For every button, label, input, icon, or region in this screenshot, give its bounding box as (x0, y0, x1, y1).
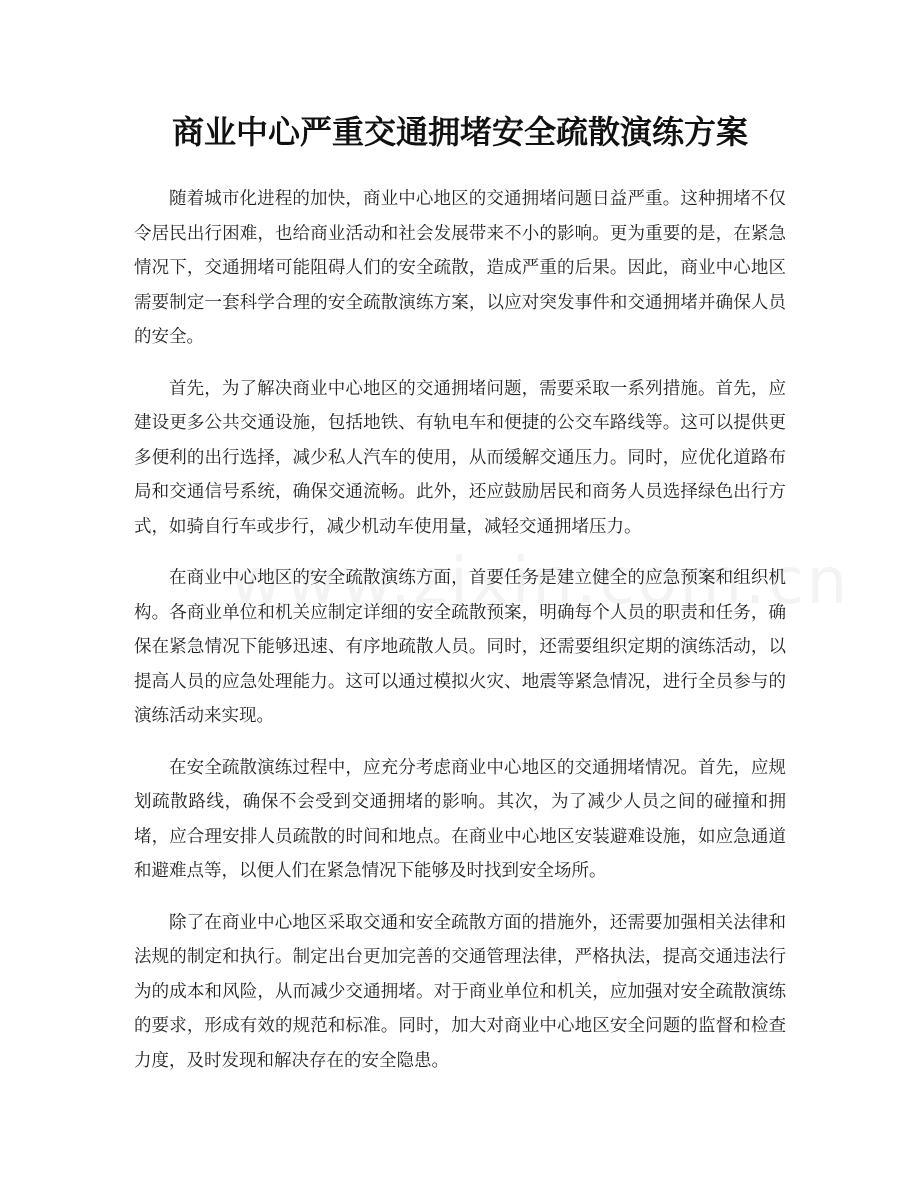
paragraph-5: 除了在商业中心地区采取交通和安全疏散方面的措施外，还需要加强相关法律和法规的制定和执行。制定出台更加完善的交通管理法律，严格执法，提高交通违法行为的成本和风险，从而减少交通拥堵。对于商业单位和机关，应加强对安全疏散演练的要求，形成有效的规范和标准。同时，加大对商业中心地区安全问题的监督和检查力度，及时发现和解决存在的安全隐患。 (134, 912, 786, 1071)
paragraph-4: 在安全疏散演练过程中，应充分考虑商业中心地区的交通拥堵情况。首先，应规划疏散路线，确保不会受到交通拥堵的影响。其次，为了减少人员之间的碰撞和拥堵，应合理安排人员疏散的时间和地点。在商业中心地区安装避难设施，如应急通道和避难点等，以便人们在紧急情况下能够及时找到安全场所。 (134, 757, 786, 881)
paragraph-3: 在商业中心地区的安全疏散演练方面，首要任务是建立健全的应急预案和组织机构。各商业单位和机关应制定详细的安全疏散预案，明确每个人员的职责和任务，确保在紧急情况下能够迅速、有序地疏散人员。同时，还需要组织定期的演练活动，以提高人员的应急处理能力。这可以通过模拟火灾、地震等紧急情况，进行全员参与的演练活动来实现。 (134, 568, 786, 726)
document-title: 商业中心严重交通拥堵安全疏散演练方案 (171, 113, 748, 151)
paragraph-2: 首先，为了解决商业中心地区的交通拥堵问题，需要采取一系列措施。首先，应建设更多公共交通设施，包括地铁、有轨电车和便捷的公交车路线等。这可以提供更多便利的出行选择，减少私人汽车的使用，从而缓解交通压力。同时，应优化道路布局和交通信号系统，确保交通流畅。此外，还应鼓励居民和商务人员选择绿色出行方式，如骑自行车或步行，减少机动车使用量，减轻交通拥堵压力。 (134, 378, 786, 537)
paragraph-1: 随着城市化进程的加快，商业中心地区的交通拥堵问题日益严重。这种拥堵不仅令居民出行困难，也给商业活动和社会发展带来不小的影响。更为重要的是，在紧急情况下，交通拥堵可能阻碍人们的安全疏散，造成严重的后果。因此，商业中心地区需要制定一套科学合理的安全疏散演练方案，以应对突发事件和交通拥堵并确保人员的安全。 (134, 189, 786, 347)
document-body (134, 182, 786, 1095)
